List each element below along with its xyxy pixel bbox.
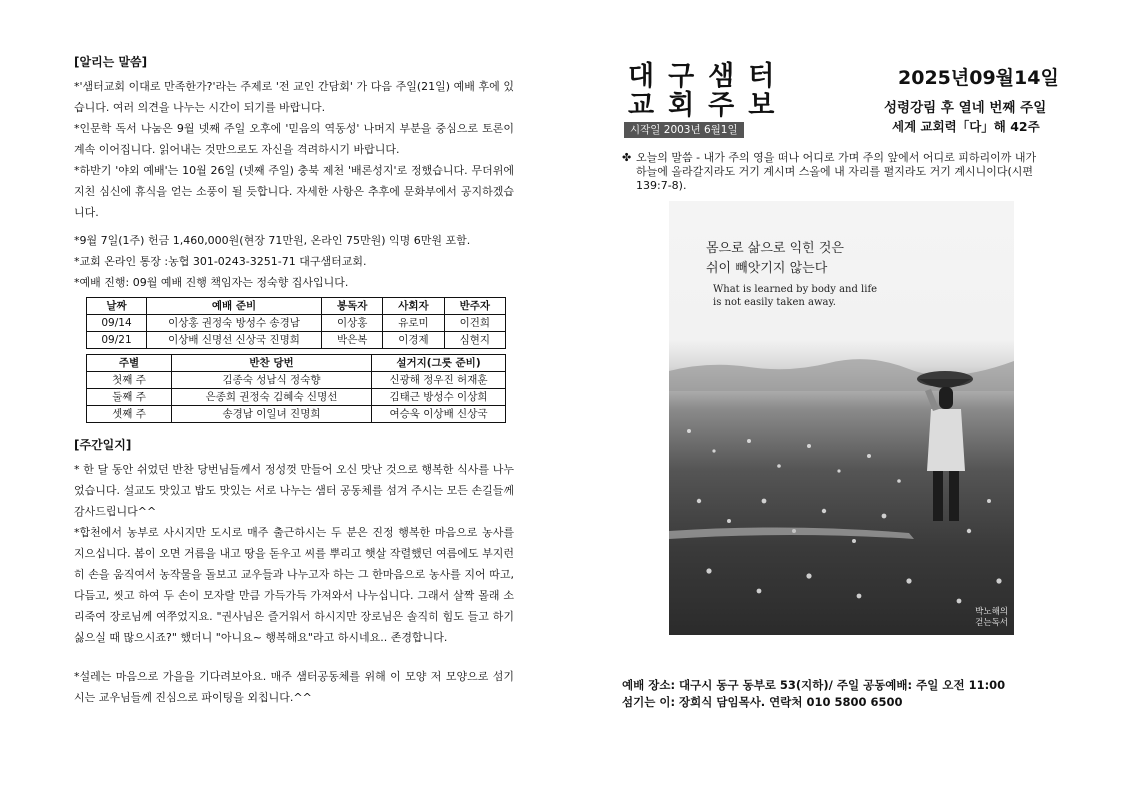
table-header: 주별 xyxy=(87,355,172,372)
table-cell: 이건희 xyxy=(444,315,505,332)
worship-duty-table xyxy=(86,297,506,349)
table-cell: 여승욱 이상배 신상국 xyxy=(372,406,506,423)
table-cell: 송경남 이일녀 진명희 xyxy=(172,406,372,423)
table-cell: 이상홍 xyxy=(322,315,383,332)
table-cell: 유로미 xyxy=(383,315,444,332)
table-cell: 김태근 방성수 이상희 xyxy=(372,389,506,406)
table-cell: 김종숙 성남식 정숙향 xyxy=(172,372,372,389)
table-cell: 이상배 신명선 신상국 진명희 xyxy=(147,332,322,349)
table-header: 예배 준비 xyxy=(147,298,322,315)
notice-item: *예배 진행: 09월 예배 진행 책임자는 정숙향 집사입니다. xyxy=(74,276,349,289)
field-photo xyxy=(669,201,1014,635)
weekly-journal-title: [주간일지] xyxy=(74,438,132,452)
quote-en-line: is not easily taken away. xyxy=(713,297,836,308)
photo-quote-english xyxy=(713,283,877,309)
table-row xyxy=(87,332,506,349)
table-row xyxy=(87,389,506,406)
table-header: 반주자 xyxy=(444,298,505,315)
verse-text: 오늘의 말씀 - 내가 주의 영을 떠나 어디로 가며 주의 앞에서 어디로 피하리이까 내가 하늘에 올라갈지라도 거기 계시며 스올에 내 자리를 펼지라도 거기 계시니이다(시편 139:7-8). xyxy=(636,151,1037,192)
founding-date-badge: 시작일 2003년 6월1일 xyxy=(624,122,744,138)
table-header: 사회자 xyxy=(383,298,444,315)
liturgical-week: 성령강림 후 열네 번째 주일 xyxy=(884,100,1047,116)
table-cell: 은종희 권정숙 김혜숙 신명선 xyxy=(172,389,372,406)
credit-line: 걷는독서 xyxy=(975,618,1008,628)
church-info-footer xyxy=(622,677,1092,711)
quote-ko-line: 몸으로 삶으로 익힌 것은 xyxy=(706,241,844,256)
table-header: 봉독자 xyxy=(322,298,383,315)
notice-item: *교회 온라인 통장 :농협 301-0243-3251-71 대구샘터교회. xyxy=(74,255,367,268)
left-column xyxy=(74,52,514,708)
todays-verse xyxy=(622,151,1042,193)
bulletin-logo-line2: 교회주보 xyxy=(628,90,789,121)
worship-location: 예배 장소: 대구시 동구 동부로 53(지하)/ 주일 공동예배: 주일 오전 11:00 xyxy=(622,678,1006,692)
table-row xyxy=(87,315,506,332)
journal-item: *합천에서 농부로 사시지만 도시로 매주 출근하시는 두 분은 진정 행복한 마음으로 농사를 지으십니다. 봄이 오면 거름을 내고 땅을 돋우고 씨를 뿌리고 햇살 작렬했던 여름에도 부지런히 손을 움직여서 농작물을 돌보고 교우들과 나누고자 하는 그 한마음으로 농사를 지어 따고, 다듬고, 씻고 하여 두 손이 모자랄 만큼 가득가득 가져와서 나누십니다. 그래서 살짝 몰래 소리죽여 장로님께 여쭈었지요. "권사님은 즐거워서 하시지만 장로님은 솔직히 힘도 들고 하기 싫으실 때 많으시죠?" 했더니 "아니요~ 행복해요"라고 하시네요.. 존경합니다. xyxy=(74,526,514,644)
table-cell: 이경제 xyxy=(383,332,444,349)
meal-duty-table xyxy=(86,354,506,423)
table-header: 날짜 xyxy=(87,298,147,315)
table-row xyxy=(87,372,506,389)
table-cell: 이상홍 권정숙 방성수 송경남 xyxy=(147,315,322,332)
church-calendar-week: 세계 교회력「다」해 42주 xyxy=(892,119,1040,134)
table-cell: 09/21 xyxy=(87,332,147,349)
table-row xyxy=(87,406,506,423)
table-cell: 셋째 주 xyxy=(87,406,172,423)
bulletin-logo-line1: 대구샘터 xyxy=(628,61,789,92)
table-cell: 박은복 xyxy=(322,332,383,349)
quote-en-line: What is learned by body and life xyxy=(713,284,878,295)
table-cell: 09/14 xyxy=(87,315,147,332)
journal-item: *설레는 마음으로 가을을 기다려보아요. 매주 샘터공동체를 위해 이 모양 저 모양으로 섬기시는 교우님들께 진심으로 파이팅을 외칩니다.^^ xyxy=(74,670,514,704)
cross-icon: ✤ xyxy=(622,151,632,164)
pastor-contact: 섬기는 이: 장희식 담임목사. 연락처 010 5800 6500 xyxy=(622,695,903,709)
photo-credit xyxy=(975,607,1008,629)
table-cell: 첫째 주 xyxy=(87,372,172,389)
notices-title: [알리는 말씀] xyxy=(74,55,148,69)
table-cell: 심현지 xyxy=(444,332,505,349)
notice-item: *인문학 독서 나눔은 9월 넷째 주일 오후에 '믿음의 역동성' 나머지 부분을 중심으로 토론이 계속 이어집니다. 읽어내는 것만으로도 자신을 격려하시기 바랍니다. xyxy=(74,122,514,156)
table-header: 설거지(그릇 준비) xyxy=(372,355,506,372)
bulletin-date: 2025년09월14일 xyxy=(898,67,1059,89)
credit-line: 박노해의 xyxy=(975,607,1008,617)
notice-item: *하반기 '야외 예배'는 10월 26일 (넷째 주일) 충북 제천 '배론성지'로 정했습니다. 무더위에 지친 심신에 휴식을 얻는 소풍이 될 듯합니다. 자세한 사항은 추후에 문화부에서 공지하겠습니다. xyxy=(74,164,514,219)
notice-item: *9월 7일(1주) 헌금 1,460,000원(현장 71만원, 온라인 75만원) 익명 6만원 포함. xyxy=(74,234,471,247)
quote-ko-line: 쉬이 빼앗기지 않는다 xyxy=(706,261,828,276)
table-cell: 신광해 정우진 허재훈 xyxy=(372,372,506,389)
journal-item: * 한 달 동안 쉬었던 반찬 당번님들께서 정성껏 만들어 오신 맛난 것으로 행복한 식사를 나누었습니다. 설교도 맛있고 밥도 맛있는 서로 나누는 샘터 공동체를 섬겨 주시는 모든 손길들께 감사드립니다^^ xyxy=(74,463,514,518)
photo-quote-korean xyxy=(706,239,844,279)
notice-item: *'샘터교회 이대로 만족한가?'라는 주제로 '전 교인 간담회' 가 다음 주일(21일) 예배 후에 있습니다. 여러 의견을 나누는 시간이 되기를 바랍니다. xyxy=(74,80,514,114)
table-header: 반찬 당번 xyxy=(172,355,372,372)
table-cell: 둘째 주 xyxy=(87,389,172,406)
